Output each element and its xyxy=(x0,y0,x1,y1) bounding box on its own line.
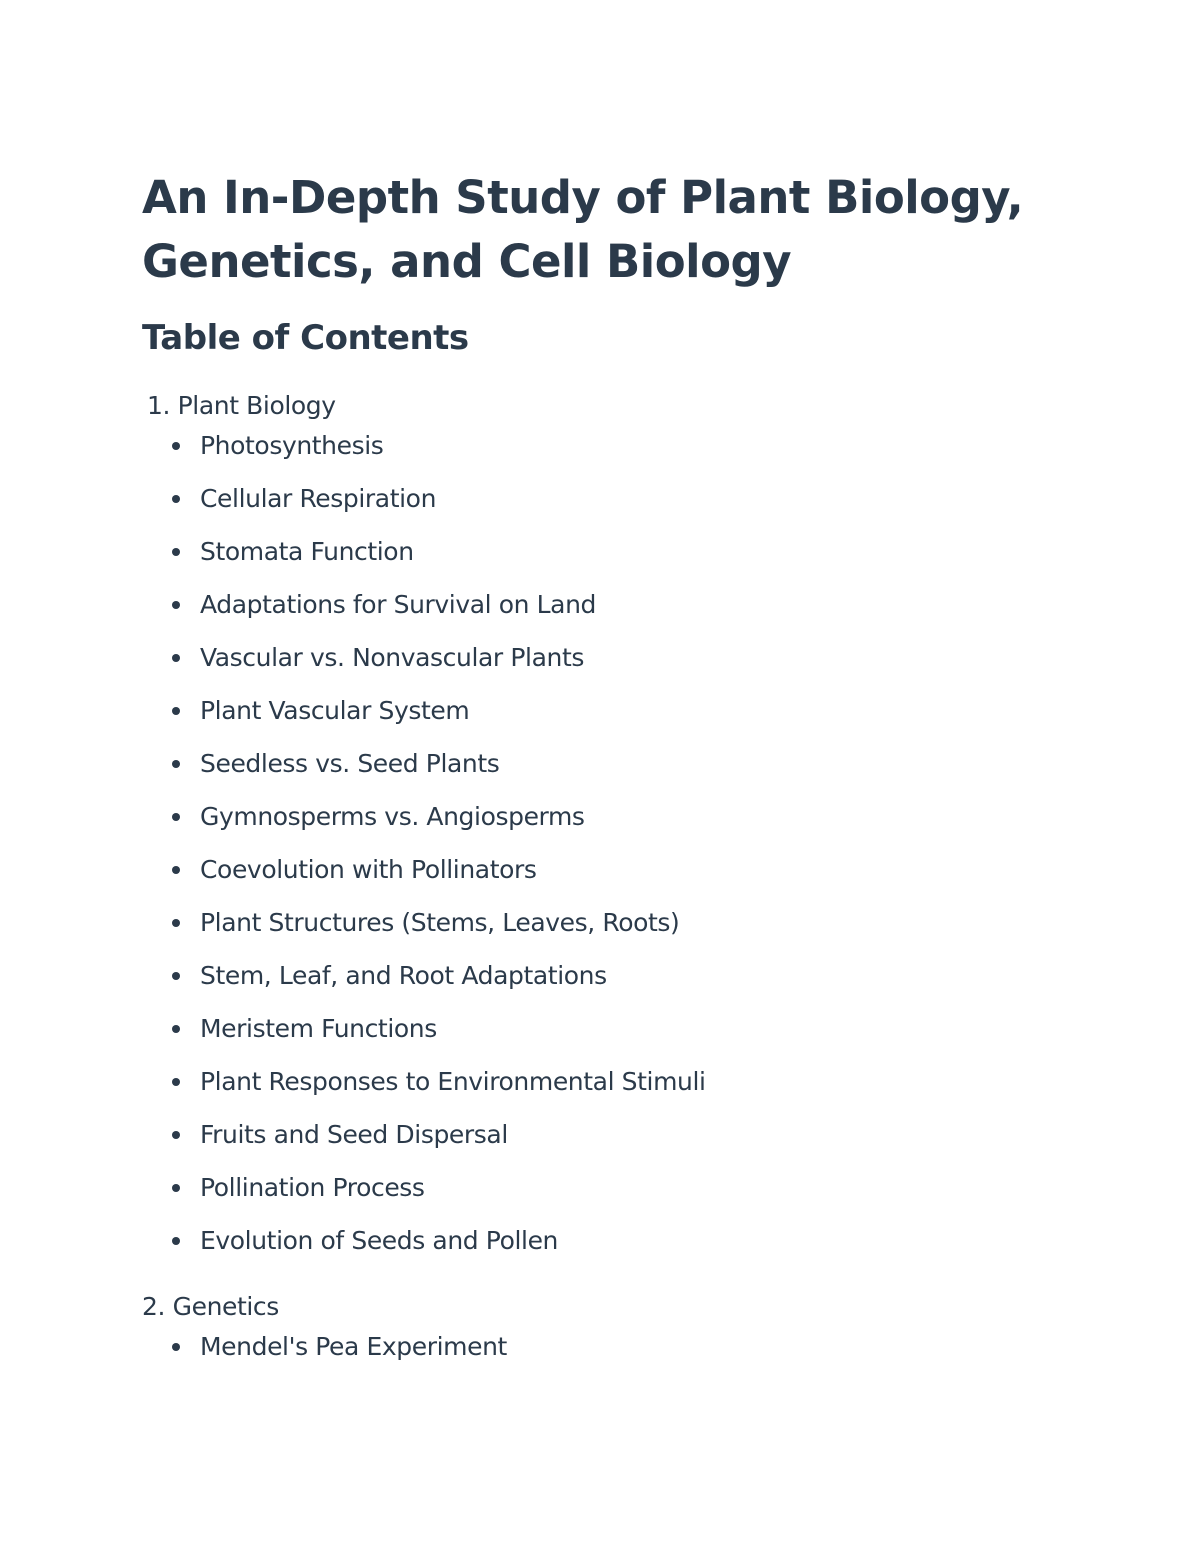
toc-section-title: Genetics xyxy=(172,1292,279,1321)
document-title-line-1: An In-Depth Study of Plant Biology, xyxy=(142,171,1024,224)
bullet-icon xyxy=(172,442,180,450)
bullet-icon xyxy=(172,1237,180,1245)
toc-item-mendel[interactable] xyxy=(142,1327,706,1380)
toc-item-cellular-respiration[interactable] xyxy=(142,479,706,532)
toc-item-label: Vascular vs. Nonvascular Plants xyxy=(200,643,584,672)
toc-item-label: Gymnosperms vs. Angiosperms xyxy=(200,802,585,831)
toc-item-label: Cellular Respiration xyxy=(200,484,437,513)
document-title xyxy=(142,166,1023,294)
bullet-icon xyxy=(172,601,180,609)
toc-item-structure-adaptations[interactable] xyxy=(142,956,706,1009)
toc-item-photosynthesis[interactable] xyxy=(142,426,706,479)
toc-item-seed-pollen-evolution[interactable] xyxy=(142,1221,706,1274)
toc-item-label: Stomata Function xyxy=(200,537,414,566)
toc-subsection-list xyxy=(142,426,706,1274)
bullet-icon xyxy=(172,548,180,556)
bullet-icon xyxy=(172,1131,180,1139)
toc-section-label[interactable] xyxy=(142,1287,706,1327)
toc-item-label: Fruits and Seed Dispersal xyxy=(200,1120,508,1149)
bullet-icon xyxy=(172,760,180,768)
bullet-icon xyxy=(172,707,180,715)
toc-section-plant-biology xyxy=(142,386,706,1274)
toc-item-seedless-seed[interactable] xyxy=(142,744,706,797)
toc-section-label[interactable] xyxy=(142,386,706,426)
table-of-contents xyxy=(142,386,706,1380)
bullet-icon xyxy=(172,1343,180,1351)
toc-item-vascular-nonvascular[interactable] xyxy=(142,638,706,691)
bullet-icon xyxy=(172,654,180,662)
bullet-icon xyxy=(172,495,180,503)
document-title-line-2: Genetics, and Cell Biology xyxy=(142,235,792,288)
toc-item-label: Adaptations for Survival on Land xyxy=(200,590,597,619)
toc-item-seed-dispersal[interactable] xyxy=(142,1115,706,1168)
toc-section-genetics xyxy=(142,1287,706,1380)
toc-item-label: Pollination Process xyxy=(200,1173,425,1202)
toc-item-stimuli[interactable] xyxy=(142,1062,706,1115)
bullet-icon xyxy=(172,919,180,927)
toc-item-gymnosperms-angiosperms[interactable] xyxy=(142,797,706,850)
bullet-icon xyxy=(172,813,180,821)
toc-item-label: Plant Structures (Stems, Leaves, Roots) xyxy=(200,908,680,937)
toc-item-adaptations-land[interactable] xyxy=(142,585,706,638)
toc-item-label: Stem, Leaf, and Root Adaptations xyxy=(200,961,607,990)
toc-item-pollination[interactable] xyxy=(142,1168,706,1221)
toc-item-label: Seedless vs. Seed Plants xyxy=(200,749,500,778)
toc-item-meristem[interactable] xyxy=(142,1009,706,1062)
toc-item-label: Evolution of Seeds and Pollen xyxy=(200,1226,559,1255)
toc-section-title: Plant Biology xyxy=(177,391,336,420)
toc-item-label: Meristem Functions xyxy=(200,1014,437,1043)
toc-item-label: Photosynthesis xyxy=(200,431,384,460)
toc-heading: Table of Contents xyxy=(142,318,469,358)
toc-subsection-list xyxy=(142,1327,706,1380)
bullet-icon xyxy=(172,866,180,874)
toc-item-label: Plant Vascular System xyxy=(200,696,470,725)
toc-section-number: 2. xyxy=(142,1292,166,1321)
toc-item-coevolution[interactable] xyxy=(142,850,706,903)
bullet-icon xyxy=(172,1025,180,1033)
toc-item-label: Plant Responses to Environmental Stimuli xyxy=(200,1067,706,1096)
toc-item-vascular-system[interactable] xyxy=(142,691,706,744)
toc-item-stomata-function[interactable] xyxy=(142,532,706,585)
bullet-icon xyxy=(172,972,180,980)
toc-item-plant-structures[interactable] xyxy=(142,903,706,956)
toc-section-number: 1. xyxy=(147,391,171,420)
bullet-icon xyxy=(172,1078,180,1086)
bullet-icon xyxy=(172,1184,180,1192)
toc-item-label: Coevolution with Pollinators xyxy=(200,855,537,884)
toc-item-label: Mendel's Pea Experiment xyxy=(200,1332,507,1361)
